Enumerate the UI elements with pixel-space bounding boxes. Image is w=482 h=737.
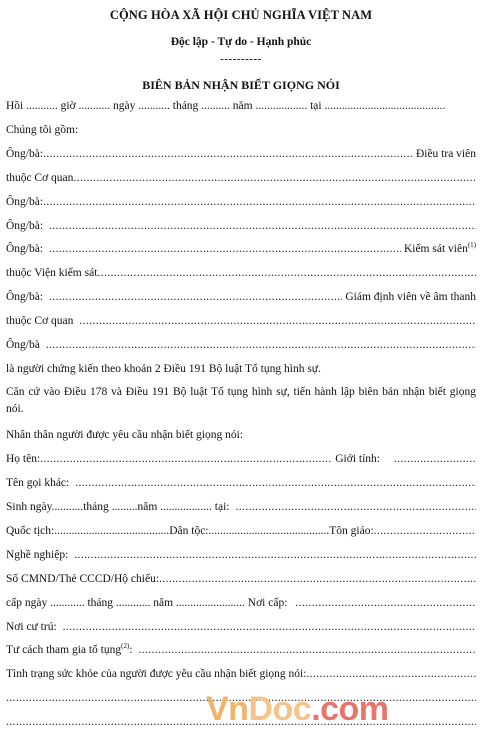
nationality-line [6,524,476,538]
agency-line-2 [6,314,476,328]
ong-ba-label: Ông/bà: [6,291,44,303]
participants-intro: Chúng tôi gồm: [6,124,79,136]
vndoc-watermark [206,690,389,729]
blank-fill [40,452,331,466]
prosecutor-role [401,242,476,256]
full-name-line [6,452,476,466]
header-divider: ---------- [220,53,262,65]
document-title: BIÊN BẢN NHẬN BIẾT GIỌNG NÓI [142,78,340,92]
prosecutor-line [6,242,476,256]
blank-fill [43,147,413,161]
issue-label: cấp ngày ............ tháng ............ năm ........................ Nơi cấp: [6,597,288,609]
blank-fill [139,643,476,657]
prosecutor-role-text: Kiểm sát viên [403,243,468,255]
time-place-line: Hồi ........... giờ ........... ngày ........... tháng .......... năm .................. tại .......................................... [6,100,446,112]
procuracy-line [6,266,476,280]
witness-note: là người chứng kiến theo khoản 2 Điều 191 Bộ luật Tố tụng hình sự. [6,363,321,375]
blank-fill [374,524,476,538]
watermark-doc: Doc [248,690,312,728]
procedural-status-label [6,643,139,657]
alias-label: Tên gọi khác: [6,477,70,489]
ong-ba-label: Ông/bà [6,339,40,351]
expert-line [6,290,476,304]
investigator-line [6,147,476,161]
health-line [6,667,476,681]
blank-fill [43,195,476,209]
blank-fill [97,266,476,280]
footnote-1-mark: (1) [467,242,476,250]
ong-ba-label: Ông/bà: [6,196,44,208]
blank-fill [49,242,401,256]
blank-fill [159,572,476,586]
ong-ba-label: Ông/bà: [6,220,44,232]
gender-label: Giới tính: [335,453,380,465]
national-name: CỘNG HÒA XÃ HỘI CHỦ NGHĨA VIỆT NAM [109,8,373,22]
legal-basis: Căn cứ vào Điều 178 và Điều 191 Bộ luật Tố tụng hình sự, tiến hành lập biên bản nhận biết giọng nói. [6,386,476,415]
procedural-status-line [6,643,476,657]
procedural-status-text: Tư cách tham gia tố tụng [6,644,122,656]
investigator-role: Điều tra viên [415,148,476,160]
ong-ba-label: Ông/bà: [6,148,44,160]
agency-label: thuộc Cơ quan [6,172,74,184]
health-label: Tình trạng sức khỏe của người được yêu cầu nhận biết giọng nói: [6,668,307,680]
expert-role: Giám định viên về âm thanh [345,291,476,303]
ong-ba-label: Ông/bà: [6,243,44,255]
blank-fill [236,500,477,514]
birth-line [6,500,476,514]
participant-line-2 [6,195,476,209]
nationality-label: Quốc tịch:........................................Dân tộc:..........................................Tôn giáo: [6,525,374,537]
agency-line [6,171,476,185]
residence-line [6,620,476,634]
id-number-label: Số CMND/Thẻ CCCD/Hộ chiếu: [6,573,160,585]
issue-line [6,596,476,610]
agency-label: thuộc Cơ quan [6,315,74,327]
blank-fill [79,314,476,328]
id-number-line [6,572,476,586]
identity-intro: Nhân thân người được yêu cầu nhận biết giọng nói: [6,429,244,441]
watermark-vn: Vn [206,690,249,728]
full-name-label: Họ tên: [6,453,41,465]
footnote-2-mark: (2) [121,643,130,651]
blank-fill [74,548,476,562]
blank-fill [295,596,476,610]
blank-fill [394,452,476,466]
occupation-label: Nghề nghiệp: [6,549,69,561]
alias-line [6,476,476,490]
blank-fill [75,476,476,490]
blank-fill [63,620,476,634]
birth-label: Sinh ngày...........tháng .........năm .................. tại: [6,501,230,513]
blank-fill [73,171,476,185]
blank-fill [49,290,342,304]
motto: Độc lập - Tự do - Hạnh phúc [170,36,312,48]
procuracy-label: thuộc Viện kiểm sát [6,267,98,279]
blank-fill [46,338,476,352]
procedural-status-colon: : [129,644,133,656]
participant-line-3 [6,219,476,233]
residence-label: Nơi cư trú: [6,621,57,633]
blank-fill [49,219,476,233]
watermark-com: .com [311,690,389,728]
witness-line [6,338,476,352]
blank-fill [306,667,476,681]
occupation-line [6,548,476,562]
